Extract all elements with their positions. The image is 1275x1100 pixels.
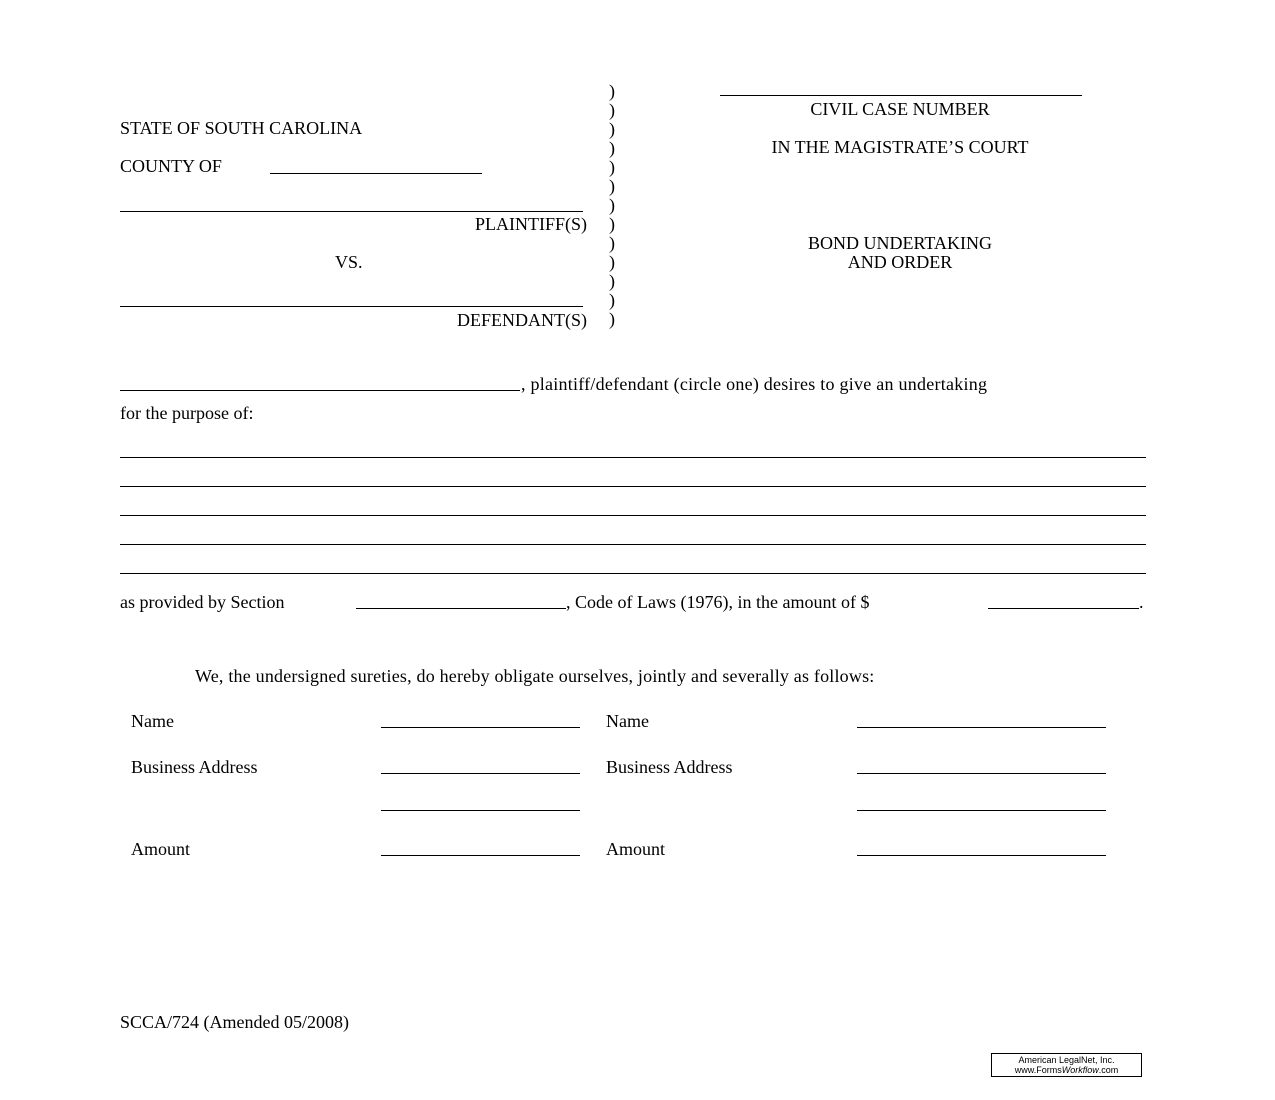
surety-name-label: Name — [606, 711, 649, 731]
surety-1-amount-field[interactable] — [381, 855, 580, 856]
county-label: COUNTY OF — [120, 156, 222, 176]
undertaking-text: , plaintiff/defendant (circle one) desires to give an undertaking — [521, 374, 988, 394]
case-number-label: CIVIL CASE NUMBER — [810, 99, 990, 119]
versus-label: VS. — [335, 252, 363, 272]
party-name-field[interactable] — [120, 390, 520, 391]
paren: ) — [609, 233, 615, 253]
purpose-line-2[interactable] — [120, 486, 1146, 487]
surety-2-amount-field[interactable] — [857, 855, 1106, 856]
paren: ) — [609, 195, 615, 215]
publisher-logo — [991, 1053, 1142, 1077]
paren: ) — [609, 138, 615, 158]
surety-amount-label: Amount — [606, 839, 666, 859]
form-id: SCCA/724 (Amended 05/2008) — [120, 1012, 349, 1032]
paren: ) — [609, 100, 615, 120]
paren: ) — [609, 176, 615, 196]
purpose-line-4[interactable] — [120, 544, 1146, 545]
logo-line-1: American LegalNet, Inc. — [1018, 1055, 1115, 1065]
case-number-field[interactable] — [720, 95, 1082, 96]
county-field[interactable] — [270, 173, 482, 174]
surety-amount-label: Amount — [131, 839, 191, 859]
paren: ) — [609, 119, 615, 139]
court-name: IN THE MAGISTRATE’S COURT — [771, 137, 1029, 157]
surety-address-label: Business Address — [131, 757, 258, 777]
amount-field[interactable] — [988, 608, 1139, 609]
purpose-label: for the purpose of: — [120, 403, 254, 423]
form-title-line1: BOND UNDERTAKING — [808, 233, 992, 253]
plaintiff-field[interactable] — [120, 211, 583, 212]
plaintiff-label: PLAINTIFF(S) — [474, 214, 587, 234]
surety-1-address-field-2[interactable] — [381, 810, 580, 811]
period: . — [1139, 592, 1144, 612]
code-text: , Code of Laws (1976), in the amount of $ — [566, 592, 870, 612]
form-title-line2: AND ORDER — [847, 252, 953, 272]
surety-1-address-field[interactable] — [381, 773, 580, 774]
surety-2-address-field[interactable] — [857, 773, 1106, 774]
logo-line-2: www.FormsWorkflow.com — [1014, 1065, 1119, 1075]
surety-name-label: Name — [131, 711, 174, 731]
sureties-statement: We, the undersigned sureties, do hereby obligate ourselves, jointly and severally as follows: — [195, 666, 875, 686]
surety-1-name-field[interactable] — [381, 727, 580, 728]
section-prefix: as provided by Section — [120, 592, 285, 612]
paren: ) — [609, 290, 615, 310]
paren: ) — [609, 271, 615, 291]
paren: ) — [609, 309, 615, 329]
paren: ) — [609, 252, 615, 272]
purpose-line-3[interactable] — [120, 515, 1146, 516]
surety-2-address-field-2[interactable] — [857, 810, 1106, 811]
state-heading: STATE OF SOUTH CAROLINA — [120, 118, 363, 138]
surety-2-name-field[interactable] — [857, 727, 1106, 728]
paren: ) — [609, 81, 615, 101]
surety-address-label: Business Address — [606, 757, 733, 777]
defendant-field[interactable] — [120, 306, 583, 307]
section-field[interactable] — [356, 608, 566, 609]
purpose-line-5[interactable] — [120, 573, 1146, 574]
defendant-label: DEFENDANT(S) — [457, 310, 587, 330]
paren: ) — [609, 157, 615, 177]
purpose-line-1[interactable] — [120, 457, 1146, 458]
paren: ) — [609, 214, 615, 234]
